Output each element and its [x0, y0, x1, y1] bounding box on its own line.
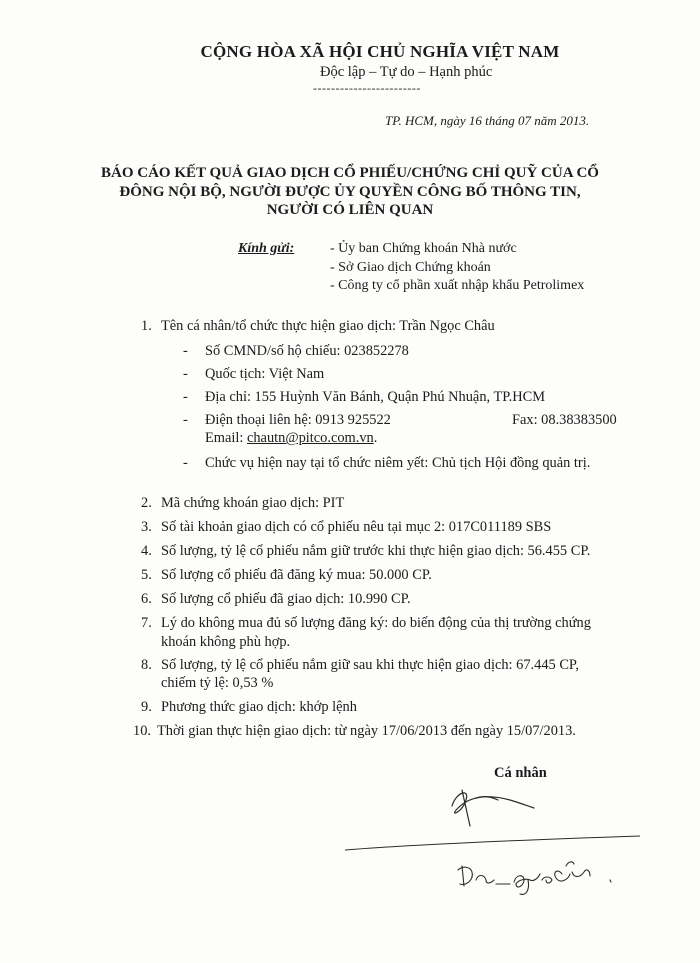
recipient-2: - Sở Giao dịch Chứng khoán	[330, 260, 491, 275]
recipient-1: - Ủy ban Chứng khoán Nhà nước	[330, 241, 517, 256]
item-2-text: Mã chứng khoán giao dịch: PIT	[161, 495, 345, 511]
item-4-number: 4.	[141, 543, 152, 559]
header-divider: ------------------------	[313, 81, 421, 95]
item-8-text-cont: chiếm tỷ lệ: 0,53 %	[161, 675, 274, 691]
signature-line	[345, 836, 640, 850]
item-7-text: Lý do không mua đủ số lượng đăng ký: do biến động của thị trường chứng	[161, 615, 591, 631]
phone: Điện thoại liên hệ: 0913 925522	[205, 412, 391, 428]
motto: Độc lập – Tự do – Hạnh phúc	[320, 64, 493, 80]
email-link[interactable]: chautn@pitco.com.vn	[246, 430, 374, 446]
email-end: .	[373, 430, 378, 446]
bullet: -	[183, 366, 188, 382]
id-number: Số CMND/số hộ chiếu: 023852278	[205, 343, 409, 359]
item-10-number: 10.	[133, 723, 151, 739]
item-5-text: Số lượng cổ phiếu đã đăng ký mua: 50.000 CP.	[161, 567, 432, 583]
item-9-number: 9.	[141, 699, 152, 715]
email-label: Email:	[205, 430, 247, 446]
bullet: -	[183, 343, 188, 359]
fax: Fax: 08.38383500	[512, 412, 617, 428]
position: Chức vụ hiện nay tại tổ chức niêm yết: Chủ tịch Hội đồng quản trị.	[205, 455, 591, 471]
place-date: TP. HCM, ngày 16 tháng 07 năm 2013.	[385, 113, 590, 128]
bullet: -	[183, 389, 188, 405]
item-8-number: 8.	[141, 657, 152, 673]
item-4-text: Số lượng, tỷ lệ cổ phiếu nắm giữ trước khi thực hiện giao dịch: 56.455 CP.	[161, 543, 591, 559]
item-6-number: 6.	[141, 591, 152, 607]
item-3-number: 3.	[141, 519, 152, 535]
signature-scribble	[452, 790, 534, 826]
item-3-text: Số tài khoản giao dịch có cổ phiếu nêu tại mục 2: 017C011189 SBS	[161, 519, 552, 535]
nationality: Quốc tịch: Việt Nam	[205, 366, 325, 382]
item-9-text: Phương thức giao dịch: khớp lệnh	[161, 699, 357, 715]
address: Địa chỉ: 155 Huỳnh Văn Bánh, Quận Phú Nhuận, TP.HCM	[205, 389, 546, 405]
item-5-number: 5.	[141, 567, 152, 583]
signature-label: Cá nhân	[494, 765, 547, 781]
item-1-number: 1.	[141, 318, 152, 334]
item-1-text: Tên cá nhân/tổ chức thực hiện giao dịch: Trần Ngọc Châu	[161, 318, 495, 334]
report-title-line3: NGƯỜI CÓ LIÊN QUAN	[266, 202, 434, 218]
handwritten-name	[458, 862, 611, 895]
country-header: CỘNG HÒA XÃ HỘI CHỦ NGHĨA VIỆT NAM	[200, 42, 560, 61]
item-10-text: Thời gian thực hiện giao dịch: từ ngày 17/06/2013 đến ngày 15/07/2013.	[157, 723, 576, 739]
report-title-line2: ĐÔNG NỘI BỘ, NGƯỜI ĐƯỢC ỦY QUYỀN CÔNG BỐ THÔNG TIN,	[119, 184, 581, 200]
report-title-line1: BÁO CÁO KẾT QUẢ GIAO DỊCH CỔ PHIẾU/CHỨNG CHỈ QUỸ CỦA CỔ	[101, 165, 599, 181]
recipient-3: - Công ty cổ phần xuất nhập khẩu Petrolimex	[330, 278, 585, 293]
item-2-number: 2.	[141, 495, 152, 511]
recipients-label: Kính gửi:	[238, 241, 295, 256]
item-7-number: 7.	[141, 615, 152, 631]
item-6-text: Số lượng cổ phiếu đã giao dịch: 10.990 CP.	[161, 591, 411, 607]
item-8-text: Số lượng, tỷ lệ cổ phiếu nắm giữ sau khi thực hiện giao dịch: 67.445 CP,	[161, 657, 579, 673]
bullet: -	[183, 412, 188, 428]
item-7-text-cont: khoán không phù hợp.	[161, 634, 291, 650]
bullet: -	[183, 455, 188, 471]
